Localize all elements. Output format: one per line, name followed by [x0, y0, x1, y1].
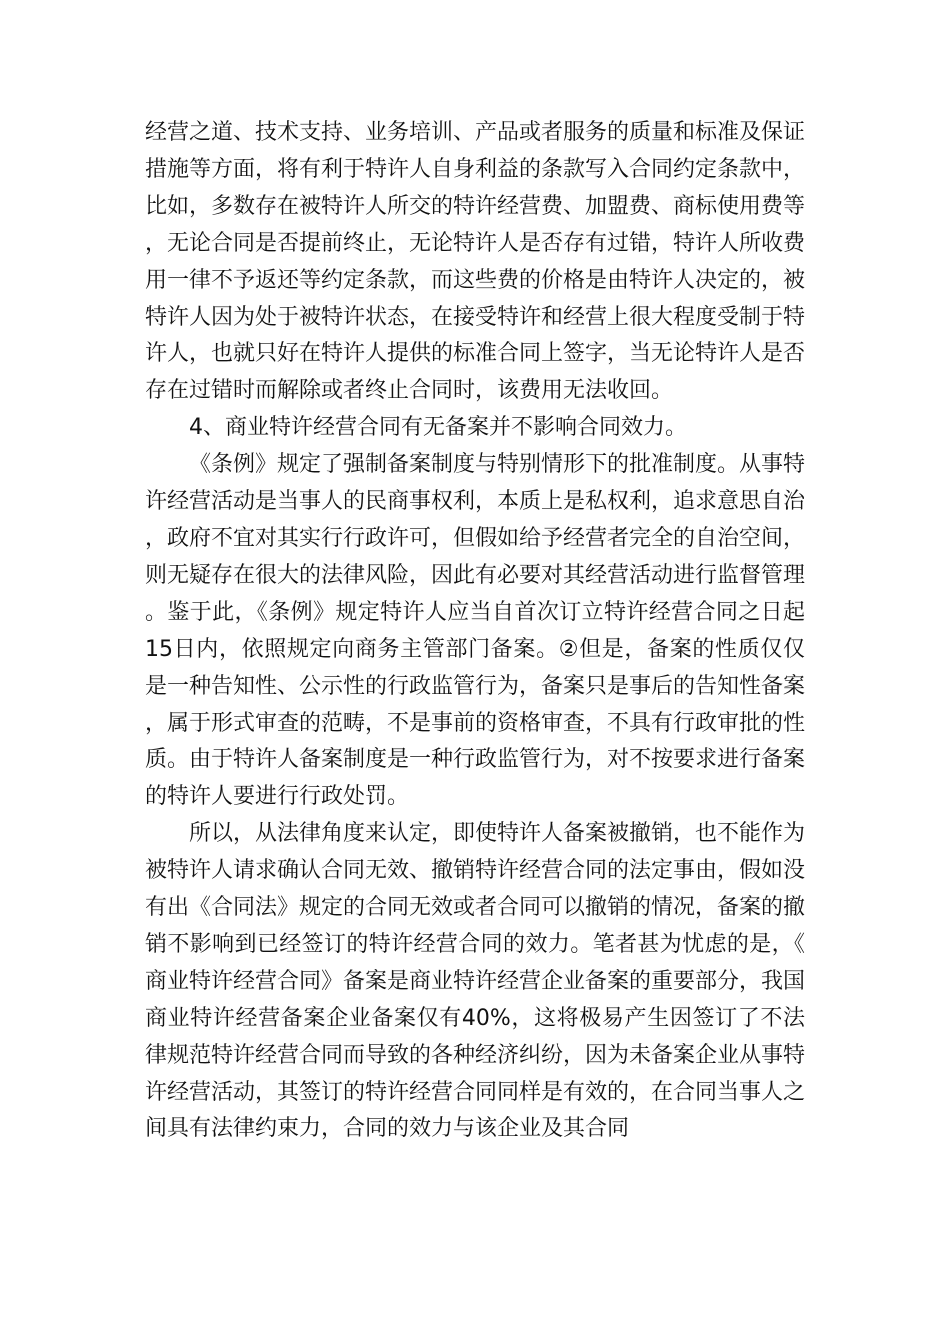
paragraph-franchise-fees: 经营之道、技术支持、业务培训、产品或者服务的质量和标准及保证措施等方面，将有利于特许人自身利益的条款写入合同约定条款中，比如，多数存在被特许人所交的特许经营费、加盟费、商标使用费等，无论合同是否提前终止，无论特许人是否存有过错，特许人所收费用一律不予返还等约定条款，而这些费的价格是由特许人决定的，被特许人因为处于被特许状态，在接受特许和经营上很大程度受制于特许人，也就只好在特许人提供的标准合同上签字，当无论特许人是否存在过错时而解除或者终止合同时，该费用无法收回。 — [145, 120, 806, 404]
document-page — [145, 115, 805, 1148]
section-heading-filing-effect: 4、商业特许经营合同有无备案并不影响合同效力。 — [189, 415, 687, 441]
paragraph-filing-system: 《条例》规定了强制备案制度与特别情形下的批准制度。从事特许经营活动是当事人的民商事权利，本质上是私权利，追求意思自治，政府不宜对其实行行政许可，但假如给予经营者完全的自治空间，则无疑存在很大的法律风险，因此有必要对其经营活动进行监督管理。鉴于此，《条例》规定特许人应当自首次订立特许经营合同之日起15日内，依照规定向商务主管部门备案。②但是，备案的性质仅仅是一种告知性、公示性的行政监管行为，备案只是事后的告知性备案，属于形式审查的范畴，不是事前的资格审查，不具有行政审批的性质。由于特许人备案制度是一种行政监管行为，对不按要求进行备案的特许人要进行行政处罚。 — [145, 452, 806, 810]
paragraph-filing-revocation: 所以，从法律角度来认定，即使特许人备案被撤销，也不能作为被特许人请求确认合同无效、撤销特许经营合同的法定事由，假如没有出《合同法》规定的合同无效或者合同可以撤销的情况，备案的撤销不影响到已经签订的特许经营合同的效力。笔者甚为忧虑的是，《商业特许经营合同》备案是商业特许经营企业备案的重要部分，我国商业特许经营备案企业备案仅有40%，这将极易产生因签订了不法律规范特许经营合同而导致的各种经济纠纷，因为未备案企业从事特许经营活动，其签订的特许经营合同同样是有效的，在合同当事人之间具有法律约束力，合同的效力与该企业及其合同 — [145, 821, 806, 1142]
